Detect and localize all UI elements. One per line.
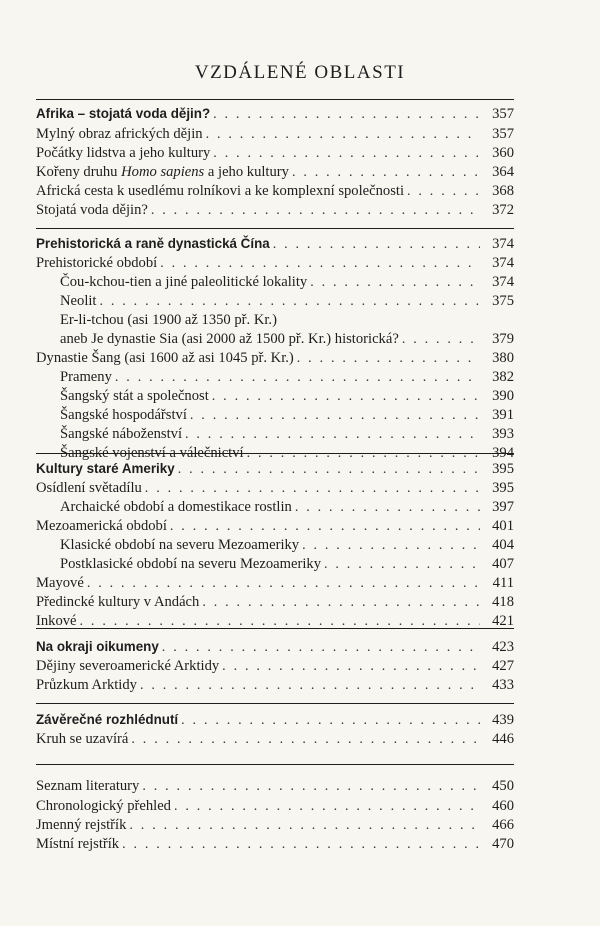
toc-entry: Průzkum Arktidy . . . 433 bbox=[36, 675, 514, 695]
toc-subentry: Prameny . . . 382 bbox=[60, 367, 514, 387]
toc-entry: Inkové . . . 421 bbox=[36, 611, 514, 631]
section-rule bbox=[36, 703, 514, 704]
toc-subentry: Er-li-tchou (asi 1900 až 1350 př. Kr.) bbox=[60, 312, 277, 328]
toc-subentry: Neolit . . . 375 bbox=[60, 291, 514, 311]
toc-subentry: Šangské náboženství . . . 393 bbox=[60, 424, 514, 444]
toc-entry: Předincké kultury v Andách . . . 418 bbox=[36, 592, 514, 612]
toc-section-heading: Afrika – stojatá voda dějin? . . . 357 bbox=[36, 104, 514, 124]
toc-subentry: Postklasické období na severu Mezoameriky . . . 407 bbox=[60, 554, 514, 574]
toc-appendix-entry: Jmenný rejstřík . . . 466 bbox=[36, 815, 514, 835]
toc-appendix-entry: Seznam literatury . . . 450 bbox=[36, 776, 514, 796]
toc-section-heading: Závěrečné rozhlédnutí . . . 439 bbox=[36, 710, 514, 730]
section-rule bbox=[36, 764, 514, 765]
section-rule bbox=[36, 228, 514, 229]
toc-entry: Africká cesta k usedlému rolníkovi a ke komplexní společnosti . . . 368 bbox=[36, 181, 514, 201]
toc-appendix-entry: Chronologický přehled . . . 460 bbox=[36, 796, 514, 816]
toc-subentry: Klasické období na severu Mezoameriky . . . 404 bbox=[60, 535, 514, 555]
section-rule bbox=[36, 99, 514, 100]
toc-entry: Kořeny druhu Homo sapiens a jeho kultury . . . 364 bbox=[36, 162, 514, 182]
toc-entry: Osídlení světadílu . . . 395 bbox=[36, 478, 514, 498]
toc-entry: Mezoamerická období . . . 401 bbox=[36, 516, 514, 536]
toc-entry: Mayové . . . 411 bbox=[36, 573, 514, 593]
toc-subentry: Šangské vojenství a válečnictví . . . 394 bbox=[60, 443, 514, 463]
toc-entry: Dějiny severoamerické Arktidy . . . 427 bbox=[36, 656, 514, 676]
toc-entry: Kruh se uzavírá . . . 446 bbox=[36, 729, 514, 749]
toc-entry: Počátky lidstva a jeho kultury . . . 360 bbox=[36, 143, 514, 163]
toc-subentry: Čou-kchou-tien a jiné paleolitické lokality . . . 374 bbox=[60, 272, 514, 292]
toc-entry: Dynastie Šang (asi 1600 až asi 1045 př. Kr.) . . . 380 bbox=[36, 348, 514, 368]
toc-subentry: Šangský stát a společnost . . . 390 bbox=[60, 386, 514, 406]
toc-appendix-entry: Místní rejstřík . . . 470 bbox=[36, 834, 514, 854]
toc-subentry: Šangské hospodářství . . . 391 bbox=[60, 405, 514, 425]
toc-entry: Stojatá voda dějin? . . . 372 bbox=[36, 200, 514, 220]
toc-subentry: aneb Je dynastie Sia (asi 2000 až 1500 př. Kr.) historická? . . . 379 bbox=[60, 329, 514, 349]
toc-section-heading: Kultury staré Ameriky . . . 395 bbox=[36, 459, 514, 479]
toc-entry: Prehistorické období . . . 374 bbox=[36, 253, 514, 273]
toc-section-heading: Na okraji oikumeny . . . 423 bbox=[36, 637, 514, 657]
toc-subentry: Archaické období a domestikace rostlin . . . 397 bbox=[60, 497, 514, 517]
toc-entry: Mylný obraz afrických dějin . . . 357 bbox=[36, 124, 514, 144]
page-title: VZDÁLENÉ OBLASTI bbox=[194, 62, 406, 83]
toc-section-heading: Prehistorická a raně dynastická Čína . . . 374 bbox=[36, 234, 514, 254]
